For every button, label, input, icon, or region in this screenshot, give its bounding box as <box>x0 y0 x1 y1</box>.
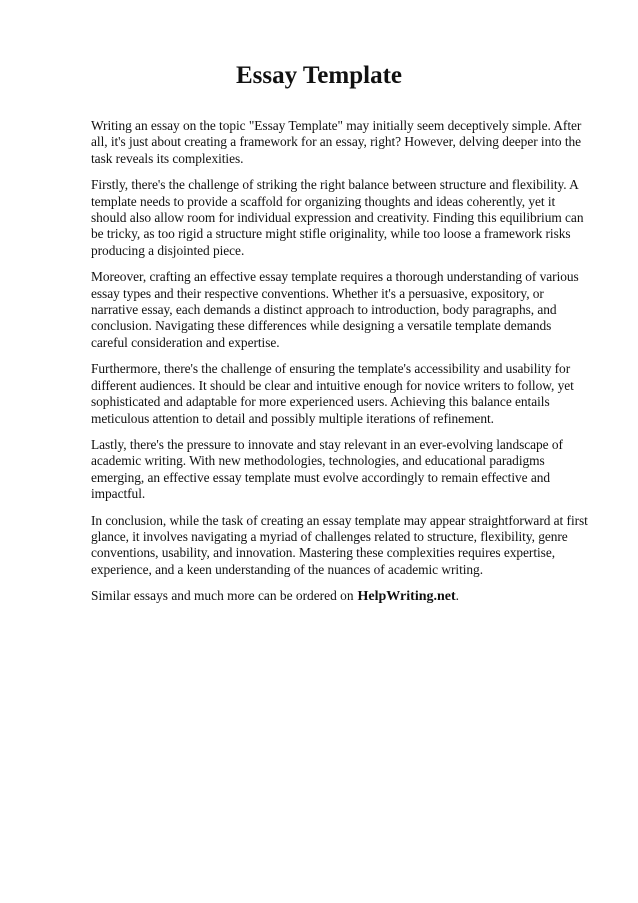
footer-period: . <box>455 588 460 604</box>
footer-note <box>91 588 591 605</box>
paragraph-conclusion: In conclusion, while the task of creating an essay template may appear straightforward at first glance, it involves navigating a myriad of challenges related to structure, flexibility, genre conventions, usability, and innovation. Mastering these complexities requires expertise, experience, and a keen understanding of the nuances of academic writing. <box>91 512 588 577</box>
paragraph-accessibility: Furthermore, there's the challenge of ensuring the template's accessibility and usability for different audiences. It should be clear and intuitive enough for novice writers to follow, yet sophisticated and adaptable for more experienced users. Achieving this balance entails meticulous attention to detail and possibly multiple iterations of refinement. <box>91 361 574 426</box>
helpwriting-link[interactable]: HelpWriting.net <box>357 589 456 605</box>
document-body <box>91 118 591 606</box>
footer-text: Similar essays and much more can be ordered on <box>91 588 354 604</box>
paragraph-structure: Firstly, there's the challenge of striking the right balance between structure and flexibility. A template needs to provide a scaffold for organizing thoughts and ideas coherently, yet it should also allow room for individual expression and creativity. Finding this equilibrium can be tricky, as too rigid a structure might stifle originality, while too loose a framework risks producing a disjointed piece. <box>91 177 584 258</box>
paragraph-intro: Writing an essay on the topic "Essay Template" may initially seem deceptively simple. After all, it's just about creating a framework for an essay, right? However, delving deeper into the task reveals its complexities. <box>91 118 582 166</box>
paragraph-essay-types: Moreover, crafting an effective essay template requires a thorough understanding of various essay types and their respective conventions. Whether it's a persuasive, expository, or narrative essay, each demands a distinct approach to introduction, body paragraphs, and conclusion. Navigating these differences while designing a versatile template demands careful consideration and expertise. <box>91 269 579 350</box>
page-title: Essay Template <box>235 62 402 89</box>
paragraph-innovation: Lastly, there's the pressure to innovate and stay relevant in an ever-evolving landscape of academic writing. With new methodologies, technologies, and educational paradigms emerging, an effective essay template must evolve accordingly to remain effective and impactful. <box>91 436 563 502</box>
